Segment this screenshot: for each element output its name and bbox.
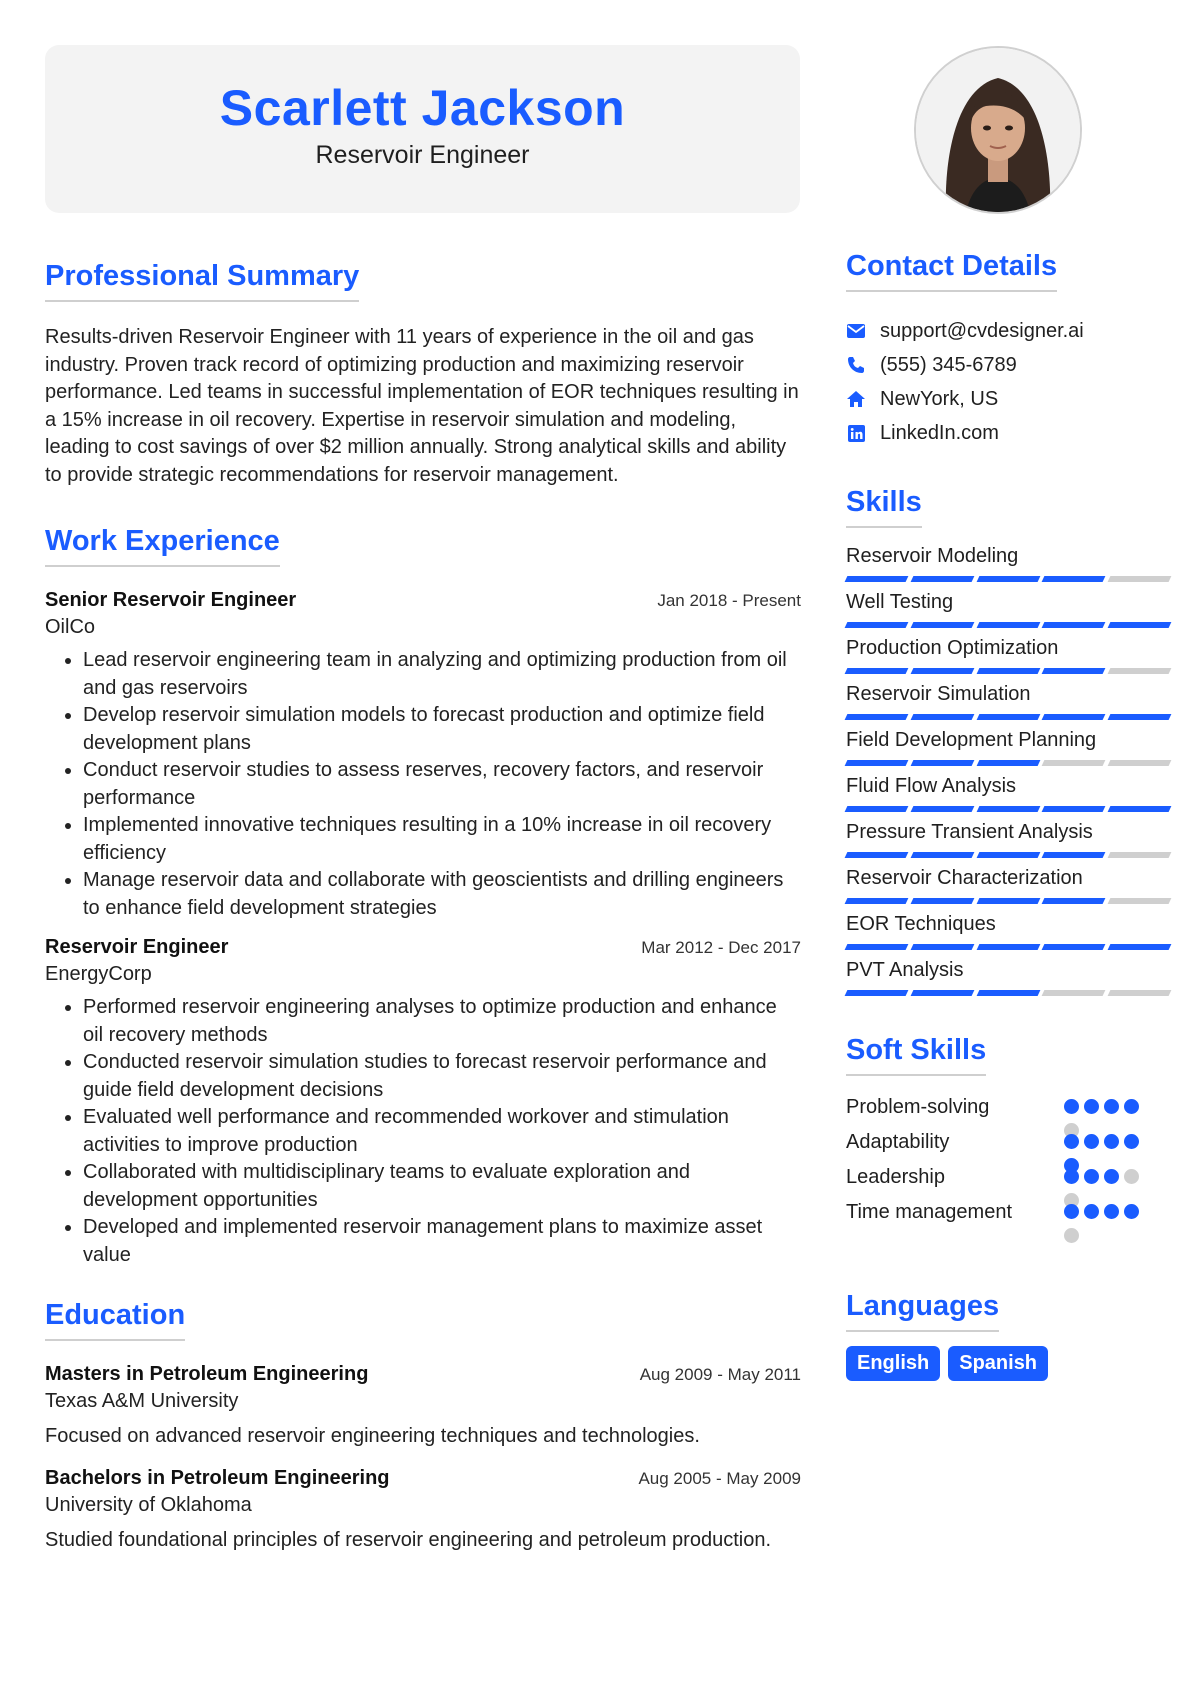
phone-icon bbox=[846, 355, 866, 375]
soft-skills-section bbox=[846, 1034, 1170, 1232]
skill-level-segment bbox=[845, 622, 909, 628]
skill-level-segment bbox=[845, 668, 909, 674]
skill-level-segment bbox=[1042, 898, 1106, 904]
education-entry bbox=[45, 1467, 801, 1555]
skill-level-segment bbox=[910, 622, 974, 628]
skill-level-segment bbox=[845, 852, 909, 858]
bullet-item: • Developed and implemented reservoir management plans to maximize asset value bbox=[83, 1214, 801, 1269]
bullet-item: • Manage reservoir data and collaborate with geoscientists and drilling engineers to enhance field development strategies bbox=[83, 867, 801, 922]
job-date: Mar 2012 - Dec 2017 bbox=[641, 938, 801, 957]
skill-item bbox=[846, 772, 1170, 812]
skill-level-segment bbox=[845, 760, 909, 766]
languages-heading: Languages bbox=[846, 1290, 999, 1332]
skill-level-segment bbox=[1108, 760, 1172, 766]
job-entry bbox=[45, 936, 801, 1269]
bullet-item: • Evaluated well performance and recommended workover and stimulation activities to improve production bbox=[83, 1104, 801, 1159]
skill-level-segment bbox=[910, 944, 974, 950]
skill-level-segment bbox=[976, 944, 1040, 950]
skill-level-bar bbox=[846, 852, 1170, 858]
skill-name: EOR Techniques bbox=[846, 913, 996, 935]
soft-skill-name: Leadership bbox=[846, 1166, 945, 1188]
rating-dot bbox=[1084, 1169, 1099, 1184]
soft-skill-name: Time management bbox=[846, 1201, 1012, 1223]
skill-item bbox=[846, 542, 1170, 582]
soft-skill-item bbox=[846, 1092, 1170, 1127]
skills-section bbox=[846, 486, 1170, 996]
skill-name: PVT Analysis bbox=[846, 959, 964, 981]
contact-linkedin[interactable] bbox=[846, 416, 1170, 450]
skill-level-segment bbox=[1108, 576, 1172, 582]
bullet-item: • Collaborated with multidisciplinary teams to evaluate exploration and development opportunities bbox=[83, 1159, 801, 1214]
skill-item bbox=[846, 726, 1170, 766]
skill-item bbox=[846, 864, 1170, 904]
skill-level-segment bbox=[845, 990, 909, 996]
rating-dot bbox=[1084, 1099, 1099, 1114]
rating-dot bbox=[1104, 1134, 1119, 1149]
soft-skill-name: Adaptability bbox=[846, 1131, 950, 1153]
skills-list bbox=[846, 542, 1170, 996]
rating-dot bbox=[1064, 1169, 1079, 1184]
education-entry bbox=[45, 1363, 801, 1451]
skill-level-segment bbox=[976, 668, 1040, 674]
education-description: Studied foundational principles of reservoir engineering and petroleum production. bbox=[45, 1528, 772, 1551]
contact-heading: Contact Details bbox=[846, 250, 1057, 292]
contact-phone[interactable] bbox=[846, 348, 1170, 382]
skill-level-segment bbox=[910, 990, 974, 996]
skill-level-segment bbox=[976, 622, 1040, 628]
contact-email[interactable] bbox=[846, 314, 1170, 348]
job-entry bbox=[45, 589, 801, 922]
skill-level-segment bbox=[976, 852, 1040, 858]
skill-level-segment bbox=[910, 760, 974, 766]
skill-item bbox=[846, 634, 1170, 674]
skill-name: Field Development Planning bbox=[846, 729, 1097, 751]
skill-level-segment bbox=[1042, 622, 1106, 628]
contact-phone-value: (555) 345-6789 bbox=[880, 353, 1017, 376]
skill-level-segment bbox=[910, 576, 974, 582]
skill-level-bar bbox=[846, 990, 1170, 996]
education-date: Aug 2009 - May 2011 bbox=[639, 1365, 801, 1384]
skill-level-segment bbox=[910, 714, 974, 720]
contact-email-value: support@cvdesigner.ai bbox=[880, 319, 1084, 342]
skill-level-segment bbox=[1042, 806, 1106, 812]
summary-section bbox=[45, 260, 801, 489]
skill-level-segment bbox=[1108, 668, 1172, 674]
summary-text: Results-driven Reservoir Engineer with 11 years of experience in the oil and gas industry. Proven track record of optimizing production and maximizing reservoir performance. Led teams in successful implementation of EOR techniques resulting in a 15% increase in oil recovery. Expertise in reservoir simulation and modeling, leading to cost savings of over $2 million annually. Strong analytical skills and ability to provide strategic recommendations for reservoir management. bbox=[45, 326, 799, 486]
main-column bbox=[45, 260, 801, 1570]
candidate-role: Reservoir Engineer bbox=[315, 141, 530, 169]
skill-level-segment bbox=[1108, 714, 1172, 720]
skill-level-segment bbox=[976, 806, 1040, 812]
rating-dot bbox=[1124, 1169, 1139, 1184]
linkedin-icon bbox=[846, 423, 866, 443]
job-date: Jan 2018 - Present bbox=[657, 591, 801, 610]
soft-skills-heading: Soft Skills bbox=[846, 1034, 986, 1076]
contact-location-value: NewYork, US bbox=[880, 387, 999, 410]
skill-level-segment bbox=[910, 806, 974, 812]
bullet-item: • Performed reservoir engineering analyses to optimize production and enhance oil recovery methods bbox=[83, 994, 801, 1049]
bullet-item: • Implemented innovative techniques resulting in a 10% increase in oil recovery efficiency bbox=[83, 812, 801, 867]
rating-dot bbox=[1124, 1204, 1139, 1219]
skill-item bbox=[846, 956, 1170, 996]
skill-item bbox=[846, 910, 1170, 950]
skill-level-bar bbox=[846, 760, 1170, 766]
skill-level-segment bbox=[845, 944, 909, 950]
bullet-item: • Conducted reservoir simulation studies to forecast reservoir performance and guide field development decisions bbox=[83, 1049, 801, 1104]
skill-level-bar bbox=[846, 806, 1170, 812]
job-bullets bbox=[45, 994, 801, 1269]
skill-level-segment bbox=[976, 898, 1040, 904]
language-badge: Spanish bbox=[948, 1346, 1048, 1381]
rating-dot bbox=[1064, 1099, 1079, 1114]
skill-level-segment bbox=[910, 668, 974, 674]
skill-level-bar bbox=[846, 576, 1170, 582]
job-company: OilCo bbox=[45, 616, 96, 638]
experience-heading: Work Experience bbox=[45, 525, 280, 567]
job-company: EnergyCorp bbox=[45, 963, 152, 985]
education-section bbox=[45, 1299, 801, 1554]
skill-level-segment bbox=[1042, 944, 1106, 950]
skill-level-segment bbox=[1108, 944, 1172, 950]
bullet-item: • Lead reservoir engineering team in analyzing and optimizing production from oil and gas reservoirs bbox=[83, 647, 801, 702]
job-title: Senior Reservoir Engineer bbox=[45, 589, 297, 611]
profile-photo bbox=[914, 46, 1082, 214]
skill-level-segment bbox=[1108, 852, 1172, 858]
degree-title: Bachelors in Petroleum Engineering bbox=[45, 1466, 390, 1489]
skill-level-segment bbox=[1042, 668, 1106, 674]
sidebar bbox=[846, 250, 1170, 1381]
degree-title: Masters in Petroleum Engineering bbox=[45, 1363, 369, 1385]
experience-section bbox=[45, 525, 801, 1269]
skill-level-segment bbox=[845, 576, 909, 582]
skill-level-segment bbox=[1108, 898, 1172, 904]
bullet-item: • Conduct reservoir studies to assess reserves, recovery factors, and reservoir performance bbox=[83, 757, 801, 812]
rating-dot bbox=[1084, 1134, 1099, 1149]
skill-level-bar bbox=[846, 898, 1170, 904]
rating-dot bbox=[1084, 1204, 1099, 1219]
skill-level-segment bbox=[845, 898, 909, 904]
skill-level-segment bbox=[1042, 576, 1106, 582]
languages-section bbox=[846, 1290, 1170, 1381]
skill-level-bar bbox=[846, 714, 1170, 720]
contact-location bbox=[846, 382, 1170, 416]
skill-level-segment bbox=[1042, 852, 1106, 858]
skills-heading: Skills bbox=[846, 486, 922, 528]
skill-level-segment bbox=[976, 760, 1040, 766]
education-date: Aug 2005 - May 2009 bbox=[638, 1468, 801, 1488]
skill-name: Reservoir Modeling bbox=[846, 545, 1019, 567]
summary-heading: Professional Summary bbox=[45, 260, 359, 302]
education-description: Focused on advanced reservoir engineering techniques and technologies. bbox=[45, 1425, 700, 1447]
rating-dot bbox=[1064, 1204, 1079, 1219]
skill-item bbox=[846, 818, 1170, 858]
contact-linkedin-value: LinkedIn.com bbox=[880, 421, 999, 444]
skill-name: Reservoir Simulation bbox=[846, 683, 1031, 705]
skill-level-segment bbox=[910, 852, 974, 858]
bullet-item: • Develop reservoir simulation models to forecast production and optimize field development plans bbox=[83, 702, 801, 757]
skill-level-segment bbox=[1108, 622, 1172, 628]
candidate-name: Scarlett Jackson bbox=[219, 80, 626, 136]
skill-item bbox=[846, 680, 1170, 720]
skill-name: Well Testing bbox=[846, 591, 954, 613]
soft-skill-item bbox=[846, 1162, 1170, 1197]
skill-level-segment bbox=[1042, 990, 1106, 996]
rating-dot bbox=[1104, 1204, 1119, 1219]
soft-skill-item bbox=[846, 1197, 1170, 1232]
skill-name: Reservoir Characterization bbox=[846, 867, 1083, 889]
skill-level-segment bbox=[976, 576, 1040, 582]
skill-level-bar bbox=[846, 622, 1170, 628]
rating-dot bbox=[1124, 1099, 1139, 1114]
skill-level-segment bbox=[1108, 990, 1172, 996]
skill-level-segment bbox=[1108, 806, 1172, 812]
header bbox=[45, 45, 800, 213]
home-icon bbox=[846, 389, 866, 409]
soft-skill-item bbox=[846, 1127, 1170, 1162]
skill-level-segment bbox=[976, 714, 1040, 720]
language-badge: English bbox=[846, 1346, 940, 1381]
contact-section bbox=[846, 250, 1170, 450]
school-name: University of Oklahoma bbox=[45, 1493, 252, 1516]
skill-level-bar bbox=[846, 668, 1170, 674]
skill-level-segment bbox=[1042, 760, 1106, 766]
rating-dot bbox=[1064, 1134, 1079, 1149]
skill-name: Pressure Transient Analysis bbox=[846, 821, 1093, 843]
job-title: Reservoir Engineer bbox=[45, 936, 229, 958]
skill-level-segment bbox=[845, 714, 909, 720]
school-name: Texas A&M University bbox=[45, 1390, 239, 1412]
soft-skill-name: Problem-solving bbox=[846, 1096, 990, 1118]
skill-level-segment bbox=[1042, 714, 1106, 720]
rating-dot bbox=[1104, 1099, 1119, 1114]
rating-dot bbox=[1104, 1169, 1119, 1184]
skill-item bbox=[846, 588, 1170, 628]
skill-level-segment bbox=[845, 806, 909, 812]
skill-name: Production Optimization bbox=[846, 637, 1059, 659]
job-bullets bbox=[45, 647, 801, 922]
skill-level-segment bbox=[910, 898, 974, 904]
avatar bbox=[916, 48, 1080, 212]
education-heading: Education bbox=[45, 1299, 185, 1341]
email-icon bbox=[846, 321, 866, 341]
skill-level-bar bbox=[846, 944, 1170, 950]
skill-name: Fluid Flow Analysis bbox=[846, 775, 1017, 797]
rating-dot bbox=[1124, 1134, 1139, 1149]
skill-level-segment bbox=[976, 990, 1040, 996]
rating-dot bbox=[1064, 1228, 1079, 1243]
